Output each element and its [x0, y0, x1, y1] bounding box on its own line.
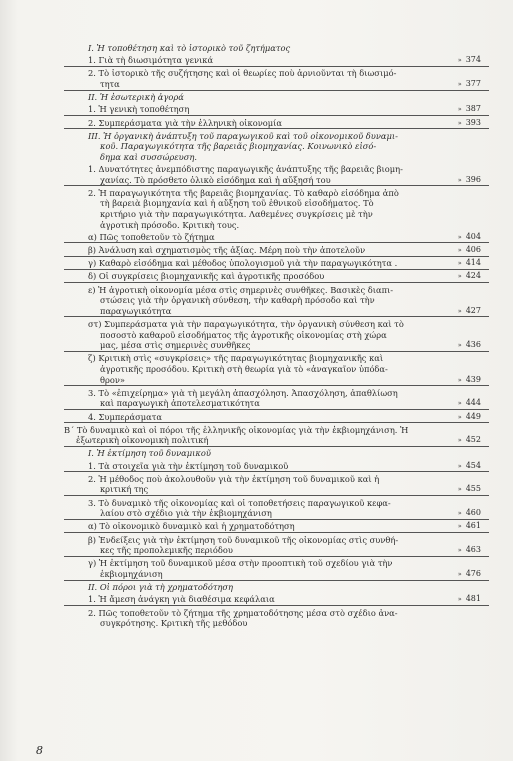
toc-entry	[64, 474, 489, 496]
toc-entry-title: I. Ἡ τοποθέτηση καὶ τὸ ἱστορικὸ τοῦ ζητήματος	[88, 43, 291, 53]
toc-entry-continuation: παραγωγικότητα	[100, 305, 172, 316]
toc-page-number: 444	[465, 398, 481, 408]
toc-entry-continuation: ἐξωτερικὴ οἰκονομικὴ πολιτική	[76, 435, 209, 446]
toc-entry-title: 2. Συμπεράσματα γιὰ τὴν ἑλληνικὴ οἰκονομία	[88, 117, 283, 128]
toc-entry-continuation: κοῦ. Παραγωγικότητα τῆς βαρειᾶς βιομηχανίας. Κοινωνικὸ εἰσό-	[100, 141, 377, 152]
toc-entry-title: 1. Ἡ ἄμεση ἀνάγκη γιὰ διαθέσιμα κεφάλαια	[88, 594, 275, 605]
page-marker: »	[457, 118, 462, 127]
toc-page-ref	[458, 55, 481, 66]
toc-entry-title: 1. Τὰ στοιχεῖα γιὰ τὴν ἐκτίμηση τοῦ δυναμικοῦ	[88, 460, 289, 471]
toc-page-ref	[458, 594, 481, 605]
toc-entry-title: 1. Ἡ γενικὴ τοποθέτηση	[88, 104, 190, 115]
toc-page-number: 461	[465, 521, 481, 531]
toc-entry-title: I. Ἡ ἐκτίμηση τοῦ δυναμικοῦ	[88, 448, 211, 459]
toc-page-number: 460	[465, 508, 481, 518]
toc-page-number: 424	[465, 271, 481, 281]
toc-entry-continuation: στώσεις γιὰ τὴν ὀργανικὴ σύνθεση, τὴν καθαρὴ πρόσοδο καὶ τὴν	[100, 295, 375, 306]
page-marker: »	[457, 436, 462, 445]
page-marker: »	[457, 399, 462, 408]
toc-page-number: 393	[465, 117, 481, 127]
toc-page-number: 427	[465, 305, 481, 315]
toc-entry-title: α) Πῶς τοποθετοῦν τὸ ζήτημα	[88, 231, 215, 242]
toc-entry	[64, 258, 489, 270]
toc-page-number: 406	[465, 245, 481, 255]
toc-page-ref	[458, 118, 481, 129]
toc-entry-continuation: χανίας. Τὸ πρόσθετο ὁλικὸ εἰσόδημα καὶ ἡ αὔξησή του	[100, 174, 331, 185]
page-marker: »	[457, 105, 462, 114]
page-marker: »	[457, 412, 462, 421]
toc-page-number: 436	[465, 340, 481, 350]
page-marker: »	[457, 259, 462, 268]
toc-entry-title: δ) Οἱ συγκρίσεις βιομηχανικῆς καὶ ἀγροτικῆς προσόδου	[88, 271, 325, 282]
toc-entry-title: III. Ἡ ὀργανικὴ ἀνάπτυξη τοῦ παραγωγικοῦ καὶ τοῦ οἰκονομικοῦ δυναμι-	[88, 130, 398, 141]
toc-entry-title: 1. Γιὰ τὴ διωσιμότητα γενικά	[88, 55, 214, 66]
toc-entry-continuation: μας, μέσα στὶς σημερινὲς συνθῆκες	[100, 340, 251, 351]
toc-entry	[64, 498, 489, 520]
page-marker: »	[457, 461, 462, 470]
toc-page-number: 476	[465, 568, 481, 578]
toc-entry-continuation: θρον»	[100, 374, 125, 385]
toc-page-number: 387	[465, 104, 481, 114]
toc-entry-title: II. Οἱ πόροι γιὰ τὴ χρηματοδότηση	[88, 582, 234, 593]
toc-entry-title: ζ) Κριτικὴ στὶς «συγκρίσεις» τῆς παραγωγικότητας βιομηχανικῆς καὶ	[88, 353, 384, 364]
toc-entry-title: 2. Ἡ μέθοδος ποὺ ἀκολουθοῦν γιὰ τὴν ἐκτίμηση τοῦ δυναμικοῦ καὶ ἡ	[88, 473, 380, 484]
toc-entry-title: ε) Ἡ ἀγροτικὴ οἰκονομία μέσα στὶς σημερινὲς συνθῆκες. Βασικὲς διαπι-	[88, 284, 394, 295]
toc-entry-continuation: δημα καὶ συσσώρευση.	[100, 151, 197, 162]
toc-entry	[64, 388, 489, 410]
toc-entry-title: II. Ἡ ἐσωτερικὴ ἀγορά	[88, 92, 184, 103]
toc-entry	[64, 68, 489, 90]
toc-entry	[64, 535, 489, 557]
page-marker: »	[457, 375, 462, 384]
toc-entry-continuation: ἐκβιομηχάνιση	[100, 568, 163, 579]
toc-entry	[64, 118, 489, 130]
toc-entry	[64, 521, 489, 533]
page-marker: »	[457, 509, 462, 518]
toc-entry-continuation: κες τῆς προπολεμικῆς περιόδου	[100, 545, 233, 556]
toc-entry	[64, 92, 489, 103]
toc-entry	[64, 232, 489, 244]
toc-entry-title: Β΄ Τὸ δυναμικὸ καὶ οἱ πόροι τῆς ἑλληνικῆς οἰκονομίας γιὰ τὴν ἐκβιομηχάνιση. Ἡ	[64, 424, 409, 435]
toc-page-ref	[458, 79, 481, 90]
page-marker: »	[457, 175, 462, 184]
page-marker: »	[457, 232, 462, 241]
toc-page-number: 454	[465, 460, 481, 470]
toc-entry-continuation: καὶ παραγωγικὴ ἀποτελεσματικότητα	[100, 398, 260, 409]
toc-entry-continuation: συγκρότησης. Κριτικὴ τῆς μεθόδου	[100, 618, 248, 629]
toc-page-ref	[458, 271, 481, 282]
toc-entry	[64, 412, 489, 424]
toc-entry-continuation: ἀγροτικῆς προσόδου. Κριτικὴ στὴ θεωρία γιὰ τὸ «ἀναγκαῖον ὑπόδα-	[100, 363, 388, 374]
toc-entry	[64, 425, 489, 447]
toc-page-ref	[458, 245, 481, 256]
toc-page-number: 414	[465, 258, 481, 268]
page-marker: »	[457, 522, 462, 531]
toc-page-ref	[458, 340, 481, 351]
toc-page-number: 439	[465, 374, 481, 384]
table-of-contents	[64, 43, 489, 630]
toc-entry-title: β) Ἀνάλυση καὶ σχηματισμὸς τῆς ἀξίας. Μέρη ποὺ τὴν ἀποτελοῦν	[88, 245, 366, 256]
toc-page-number: 396	[465, 174, 481, 184]
toc-entry-title: α) Τὸ οἰκονομικὸ δυναμικὸ καὶ ἡ χρηματοδότηση	[88, 521, 295, 532]
toc-entry	[64, 55, 489, 67]
toc-page-ref	[458, 258, 481, 269]
page-marker: »	[457, 56, 462, 65]
toc-entry	[64, 608, 489, 629]
toc-entry	[64, 353, 489, 386]
toc-page-ref	[458, 175, 481, 186]
toc-page-ref	[458, 104, 481, 115]
toc-entry-title: 4. Συμπεράσματα	[88, 411, 162, 422]
toc-page-ref	[458, 232, 481, 243]
toc-entry	[64, 448, 489, 459]
toc-entry-continuation: τὴ βαρειὰ βιομηχανία καὶ ἡ αὔξηση τοῦ ἐθνικοῦ εἰσοδήματος. Τὸ	[100, 198, 374, 209]
page-marker: »	[457, 595, 462, 604]
toc-entry-continuation: ἀγροτικὴ πρόσοδο. Κριτικὴ τους.	[100, 219, 240, 230]
toc-page-number: 449	[465, 411, 481, 421]
toc-entry	[64, 104, 489, 116]
toc-entry	[64, 43, 489, 54]
toc-entry-continuation: ποσοστὸ καθαροῦ εἰσοδήματος τῆς ἀγροτικῆς οἰκονομίας στὴ χώρα	[100, 329, 387, 340]
toc-page-number: 452	[465, 435, 481, 445]
toc-page-ref	[458, 545, 481, 556]
toc-page-number: 374	[465, 55, 481, 65]
toc-entry	[64, 271, 489, 283]
toc-entry	[64, 582, 489, 593]
toc-entry	[64, 461, 489, 473]
toc-entry-continuation: κριτήριο γιὰ τὴν παραγωγικότητα. Λαθεμένες συγκρίσεις μὲ τὴν	[100, 209, 373, 220]
toc-entry-continuation: κριτική της	[100, 484, 149, 495]
toc-entry	[64, 594, 489, 606]
toc-page-ref	[458, 306, 481, 317]
page-marker: »	[457, 272, 462, 281]
toc-page-ref	[458, 435, 481, 446]
toc-page-ref	[458, 461, 481, 472]
page-marker: »	[457, 341, 462, 350]
page-marker: »	[457, 306, 462, 315]
toc-entry	[64, 164, 489, 186]
page-marker: »	[457, 569, 462, 578]
toc-page-number: 463	[465, 545, 481, 555]
toc-entry	[64, 319, 489, 352]
page-marker: »	[457, 485, 462, 494]
toc-entry	[64, 188, 489, 230]
page-number: 8	[36, 744, 43, 757]
toc-page-ref	[458, 508, 481, 519]
toc-entry-title: γ) Ἡ ἐκτίμηση τοῦ δυναμικοῦ μέσα στὴν προοπτικὴ τοῦ σχεδίου γιὰ τὴν	[88, 558, 393, 569]
page-marker: »	[457, 246, 462, 255]
toc-entry-title: στ) Συμπεράσματα γιὰ τὴν παραγωγικότητα, τὴν ὀργανικὴ σύνθεση καὶ τὸ	[88, 318, 404, 329]
toc-entry-title: 2. Πῶς τοποθετοῦν τὸ ζήτημα τῆς χρηματοδότησης μέσα στὸ σχέδιο ἀνα-	[88, 607, 398, 618]
toc-entry-continuation: τητα	[100, 78, 120, 89]
toc-page-ref	[458, 398, 481, 409]
toc-page-ref	[458, 521, 481, 532]
toc-page-number: 455	[465, 484, 481, 494]
toc-entry-title: 3. Τὸ δυναμικὸ τῆς οἰκονομίας καὶ οἱ τοποθετήσεις παραγωγικοῦ κεφα-	[88, 497, 391, 508]
toc-entry-title: β) Ἐνδείξεις γιὰ τὴν ἐκτίμηση τοῦ δυναμικοῦ τῆς οἰκονομίας στὶς συνθή-	[88, 534, 399, 545]
toc-entry-title: 2. Τὸ ἱστορικὸ τῆς συζήτησης καὶ οἱ θεωρίες ποὺ ἀρνιοῦνται τὴ διωσιμό-	[88, 68, 397, 79]
toc-entry-continuation: λαίου στὸ σχέδιο γιὰ τὴν ἐκβιομηχάνιση	[100, 508, 272, 519]
toc-entry-title: γ) Καθαρὸ εἰσόδημα καὶ μέθοδος ὑπολογισμοῦ γιὰ τὴν παραγωγικότητα .	[88, 258, 398, 269]
toc-page-number: 377	[465, 78, 481, 88]
toc-page-ref	[458, 569, 481, 580]
toc-page-ref	[458, 375, 481, 386]
page-marker: »	[457, 79, 462, 88]
toc-entry	[64, 245, 489, 257]
toc-entry	[64, 558, 489, 580]
toc-entry	[64, 285, 489, 318]
toc-page-number: 404	[465, 231, 481, 241]
page-marker: »	[457, 546, 462, 555]
toc-entry-title: 2. Ἡ παραγωγικότητα τῆς βαρειᾶς βιομηχανίας. Τὸ καθαρὸ εἰσόδημα ἀπὸ	[88, 187, 399, 198]
toc-page-ref	[458, 484, 481, 495]
toc-entry-title: 1. Δυνατότητες ἀνεμπόδιστης παραγωγικῆς ἀνάπτυξης τῆς βαρειᾶς βιομη-	[88, 164, 403, 175]
toc-entry-title: 3. Τὸ «ἐπιχείρημα» γιὰ τὴ μεγάλη ἀπασχόληση. Ἀπασχόληση, ἀπαθλίωση	[88, 387, 398, 398]
toc-entry	[64, 131, 489, 163]
toc-page-number: 481	[465, 594, 481, 604]
toc-page-ref	[458, 412, 481, 423]
